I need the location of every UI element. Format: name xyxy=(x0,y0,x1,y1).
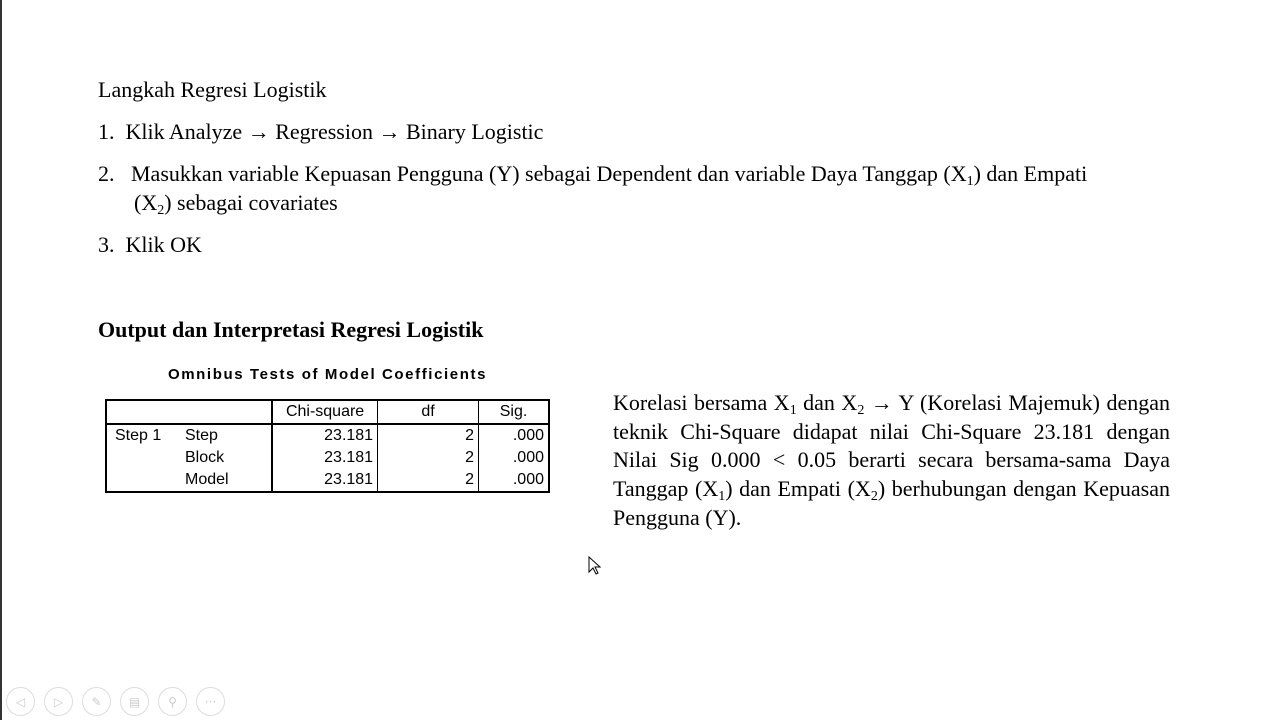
row-label: Block xyxy=(185,449,225,466)
more-icon[interactable]: ··· xyxy=(196,687,225,716)
header-chi: Chi-square xyxy=(272,400,378,424)
subscript: 1 xyxy=(966,174,974,189)
text: → Y (Korelasi Majemuk) dengan teknik Chi-Square didapat nilai Chi-Square 23.181 dengan Nilai Sig 0.000 < 0.05 berarti secara bersama-sama Daya Tanggap (X xyxy=(613,390,1171,502)
text: ) dan Empati (X xyxy=(725,476,871,502)
row-label: Model xyxy=(185,471,229,488)
step-number: 3. xyxy=(98,232,115,257)
group-label xyxy=(106,447,181,469)
table-row xyxy=(106,447,549,469)
subscript: 2 xyxy=(157,203,165,218)
step-text: Masukkan variable Kepuasan Pengguna (Y) sebagai Dependent dan variable Daya Tanggap (X xyxy=(131,161,967,186)
text: Korelasi bersama X xyxy=(613,390,790,415)
slide-title: Langkah Regresi Logistik xyxy=(98,77,327,102)
step-3 xyxy=(98,231,202,259)
text: dan X xyxy=(796,390,858,415)
step-text: ) sebagai covariates xyxy=(164,190,338,215)
group-label: Step 1 xyxy=(115,427,162,444)
table-header xyxy=(106,400,549,424)
slideshow-controls xyxy=(6,687,225,716)
output-heading: Output dan Interpretasi Regresi Logistik xyxy=(98,317,484,342)
step-2-cont xyxy=(134,189,338,217)
sig-value: .000 xyxy=(479,424,549,447)
pen-icon[interactable]: ✎ xyxy=(82,687,111,716)
interpretation-text xyxy=(613,389,1170,533)
row-label: Step xyxy=(185,427,218,444)
df-value: 2 xyxy=(378,447,479,469)
slides-icon[interactable]: ▤ xyxy=(120,687,149,716)
chi-value: 23.181 xyxy=(272,424,378,447)
step-text: (X xyxy=(134,190,158,215)
step-text: ) dan Empati xyxy=(973,161,1088,186)
step-2 xyxy=(98,160,1087,188)
text: ) berhubungan dengan Kepuasan Pengguna (Y). xyxy=(613,476,1170,530)
table-row xyxy=(106,424,549,447)
zoom-icon[interactable]: ⚲ xyxy=(158,687,187,716)
table-row xyxy=(106,469,549,492)
header-sig: Sig. xyxy=(479,400,549,424)
step-number: 1. xyxy=(98,119,115,144)
step-text: Klik OK xyxy=(125,232,202,257)
step-1 xyxy=(98,118,543,146)
next-icon[interactable]: ▷ xyxy=(44,687,73,716)
previous-icon[interactable]: ◁ xyxy=(6,687,35,716)
chi-value: 23.181 xyxy=(272,469,378,492)
header-blank xyxy=(106,400,272,424)
mouse-cursor-icon xyxy=(588,556,602,576)
subscript: 1 xyxy=(789,403,797,418)
subscript: 2 xyxy=(857,403,865,418)
step-text: Klik Analyze → Regression → Binary Logistic xyxy=(125,119,544,144)
sig-value: .000 xyxy=(479,447,549,469)
table-caption: Omnibus Tests of Model Coefficients xyxy=(167,366,488,383)
step-number: 2. xyxy=(98,161,115,186)
window-edge xyxy=(0,0,2,720)
subscript: 2 xyxy=(870,489,878,505)
sig-value: .000 xyxy=(479,469,549,492)
omnibus-table xyxy=(105,399,550,493)
subscript: 1 xyxy=(718,489,726,505)
group-label xyxy=(106,469,181,492)
header-df: df xyxy=(378,400,479,424)
df-value: 2 xyxy=(378,469,479,492)
chi-value: 23.181 xyxy=(272,447,378,469)
df-value: 2 xyxy=(378,424,479,447)
